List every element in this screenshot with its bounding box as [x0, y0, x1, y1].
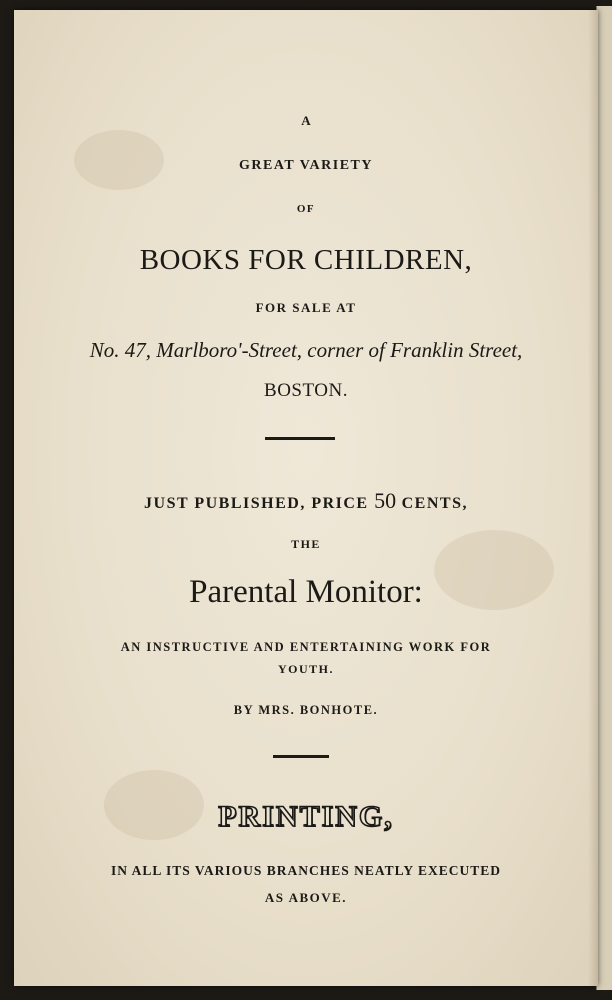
- city-line: BOSTON.: [264, 380, 348, 401]
- just-published-line: [14, 488, 598, 514]
- article-a: A: [301, 113, 311, 128]
- next-page-edge: [596, 6, 612, 990]
- of-line: OF: [296, 203, 316, 215]
- address-line: No. 47, Marlboro'-Street, corner of Franklin Street,: [89, 338, 523, 362]
- author-line: BY MRS. BONHOTE.: [233, 703, 379, 717]
- just-published-text: JUST PUBLISHED, PRICE: [144, 495, 369, 512]
- description-line-2: YOUTH.: [277, 662, 334, 676]
- books-for-children-heading: BOOKS FOR CHILDREN,: [139, 244, 473, 276]
- as-above-line: AS ABOVE.: [264, 890, 348, 905]
- divider-rule: [265, 437, 335, 440]
- great-variety-line: GREAT VARIETY: [238, 158, 373, 173]
- divider-rule: [273, 755, 329, 758]
- price-value: 50: [374, 488, 397, 513]
- description-line-1: AN INSTRUCTIVE AND ENTERTAINING WORK FOR: [120, 640, 492, 654]
- printing-heading: PRINTING,: [218, 800, 394, 833]
- book-page: [14, 10, 598, 986]
- cents-text: CENTS,: [401, 495, 468, 512]
- book-title: Parental Monitor:: [189, 574, 423, 610]
- the-line: THE: [291, 537, 321, 551]
- branches-line: IN ALL ITS VARIOUS BRANCHES NEATLY EXECUTED: [110, 863, 502, 878]
- for-sale-line: FOR SALE AT: [255, 300, 357, 315]
